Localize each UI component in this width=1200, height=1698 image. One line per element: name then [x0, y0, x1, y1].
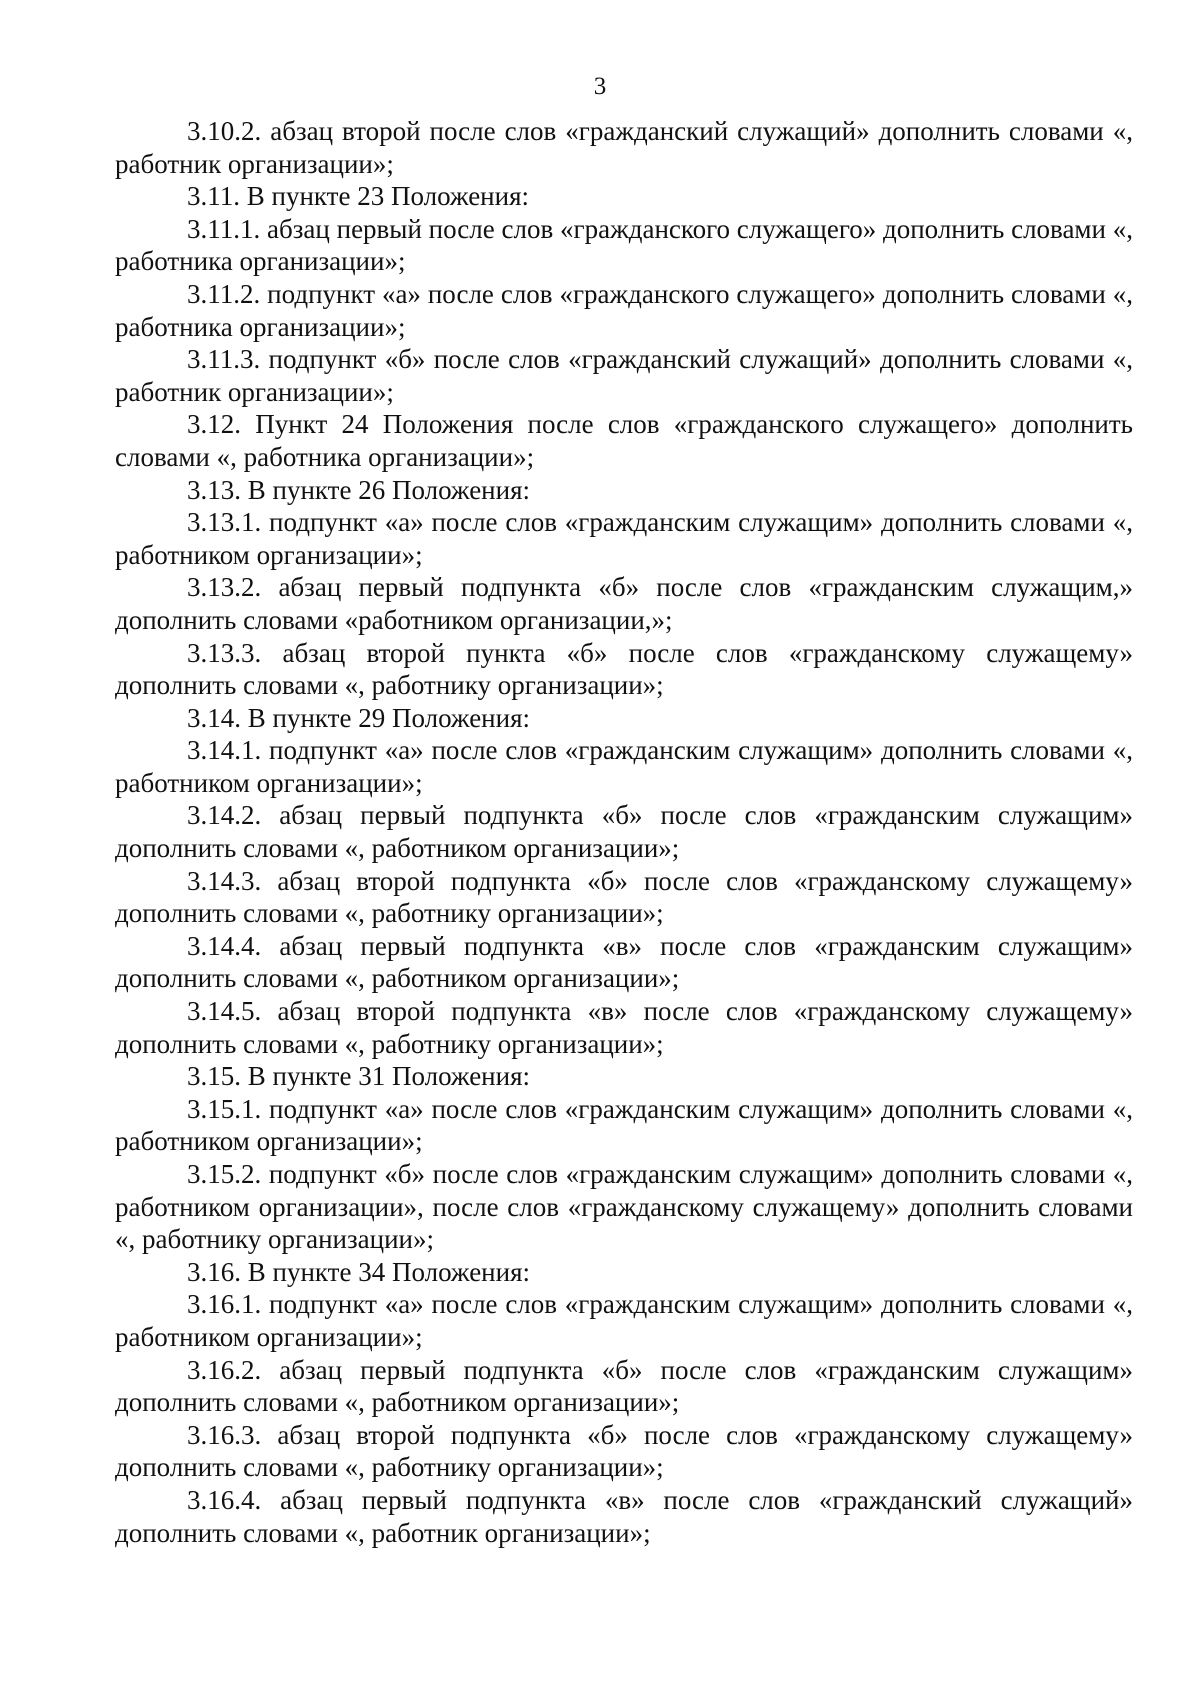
paragraph-3-14-2: 3.14.2. абзац первый подпункта «б» после слов «гражданским служащим» дополнить словами «, работником организации»;: [115, 800, 1133, 864]
paragraph-3-11-2: 3.11.2. подпункт «а» после слов «гражданского служащего» дополнить словами «, работника организации»;: [115, 278, 1133, 342]
paragraph-3-14-5: 3.14.5. абзац второй подпункта «в» после слов «гражданскому служащему» дополнить словами «, работнику организации»;: [115, 996, 1133, 1059]
paragraph-3-15-1: 3.15.1. подпункт «а» после слов «гражданским служащим» дополнить словами «, работником организации»;: [115, 1093, 1133, 1157]
paragraph-3-11-1: 3.11.1. абзац первый после слов «гражданского служащего» дополнить словами «, работника организации»;: [115, 213, 1133, 277]
paragraph-3-13-2: 3.13.2. абзац первый подпункта «б» после слов «гражданским служащим,» дополнить словами «работником организации,»;: [115, 572, 1133, 635]
paragraph-3-13-heading: 3.13. В пункте 26 Положения:: [187, 474, 530, 505]
paragraph-3-15-2: 3.15.2. подпункт «б» после слов «гражданским служащим» дополнить словами «, работником организации», после слов «гражданскому служащему» дополнить словами «, работнику организации»;: [115, 1159, 1133, 1255]
paragraph-3-14-1: 3.14.1. подпункт «а» после слов «гражданским служащим» дополнить словами «, работником организации»;: [115, 735, 1133, 798]
paragraph-3-16-3: 3.16.3. абзац второй подпункта «б» после слов «гражданскому служащему» дополнить словами «, работнику организации»;: [115, 1419, 1133, 1483]
paragraph-3-15-heading: 3.15. В пункте 31 Положения:: [187, 1061, 530, 1092]
paragraph-3-11-3: 3.11.3. подпункт «б» после слов «гражданский служащий» дополнить словами «, работник организации»;: [115, 344, 1133, 407]
paragraph-3-14-3: 3.14.3. абзац второй подпункта «б» после слов «гражданскому служащему» дополнить словами «, работнику организации»;: [115, 865, 1133, 929]
paragraph-3-16-1: 3.16.1. подпункт «а» после слов «гражданским служащим» дополнить словами «, работником организации»;: [115, 1289, 1133, 1352]
paragraph-3-12: 3.12. Пункт 24 Положения после слов «гражданского служащего» дополнить словами «, работника организации»;: [115, 409, 1133, 472]
paragraph-3-16-2: 3.16.2. абзац первый подпункта «б» после слов «гражданским служащим» дополнить словами «, работником организации»;: [115, 1354, 1133, 1418]
paragraph-3-10-2: 3.10.2. абзац второй после слов «гражданский служащий» дополнить словами «, работник организации»;: [115, 116, 1133, 179]
paragraph-3-13-3: 3.13.3. абзац второй пункта «б» после слов «гражданскому служащему» дополнить словами «, работнику организации»;: [115, 637, 1133, 701]
paragraph-3-16-4: 3.16.4. абзац первый подпункта «в» после слов «гражданский служащий» дополнить словами «, работник организации»;: [115, 1484, 1133, 1548]
paragraph-3-13-1: 3.13.1. подпункт «а» после слов «гражданским служащим» дополнить словами «, работником организации»;: [115, 507, 1133, 570]
paragraph-3-16-heading: 3.16. В пункте 34 Положения:: [187, 1256, 530, 1287]
paragraph-3-14-heading: 3.14. В пункте 29 Положения:: [187, 702, 530, 733]
paragraph-3-11-heading: 3.11. В пункте 23 Положения:: [187, 181, 529, 212]
page-number: 3: [593, 73, 607, 100]
paragraph-3-14-4: 3.14.4. абзац первый подпункта «в» после слов «гражданским служащим» дополнить словами «, работником организации»;: [115, 930, 1133, 994]
document-body: [115, 115, 1133, 1549]
